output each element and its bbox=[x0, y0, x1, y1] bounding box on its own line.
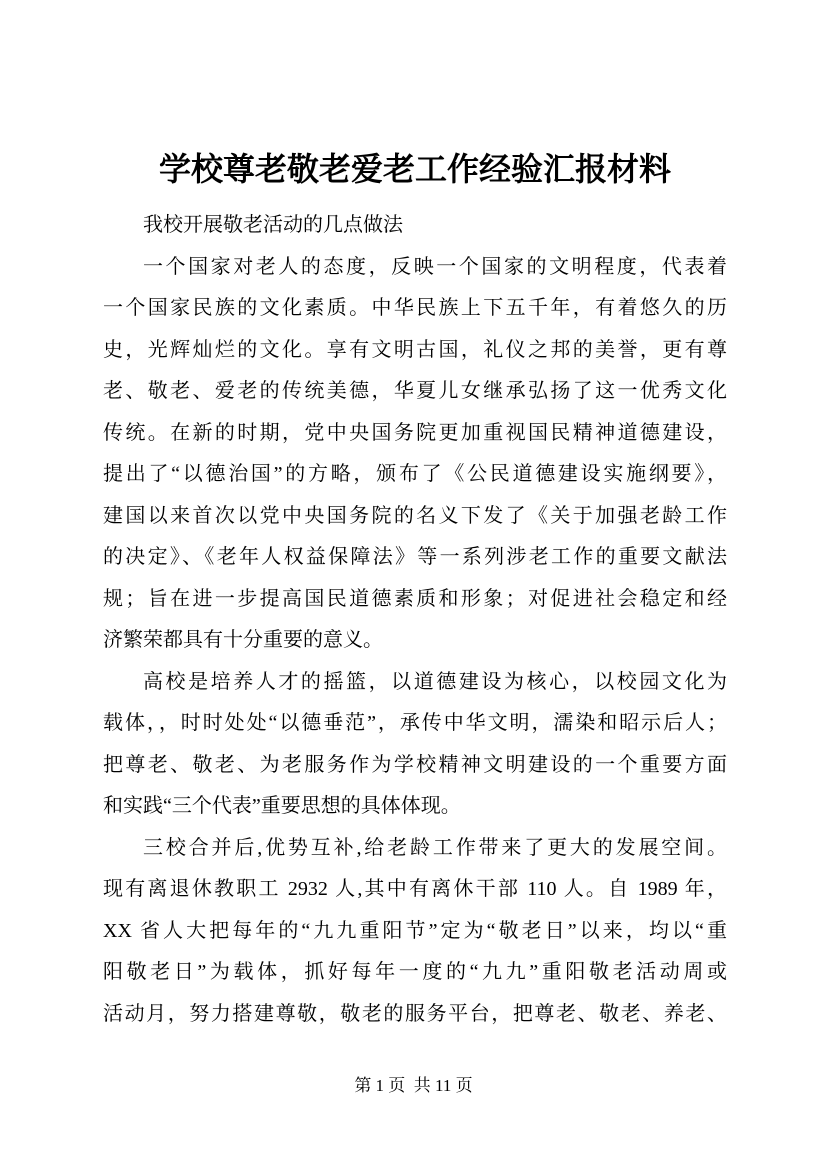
paragraph bbox=[103, 828, 727, 1036]
page-footer bbox=[0, 1076, 827, 1096]
text-line: 建国以来首次以党中央国务院的名义下发了《关于加强老龄工作 bbox=[103, 504, 727, 527]
text-line: 把尊老、敬老、为老服务作为学校精神文明建设的一个重要方面 bbox=[103, 753, 727, 776]
text-line: 一个国家对老人的态度，反映一个国家的文明程度，代表着 bbox=[143, 255, 727, 278]
paragraph bbox=[103, 247, 727, 662]
text-line: 阳敬老日”为载体，抓好每年一度的“九九”重阳敬老活动周或 bbox=[103, 961, 727, 983]
page-title: 学校尊老敬老爱老工作经验汇报材料 bbox=[158, 151, 671, 187]
text-line: 一个国家民族的文化素质。中华民族上下五千年，有着悠久的历 bbox=[103, 297, 727, 319]
text-line: 活动月，努力搭建尊敬，敬老的服务平台，把尊老、敬老、养老、 bbox=[103, 1002, 727, 1025]
text-line: 和实践“三个代表”重要思想的具体体现。 bbox=[103, 795, 461, 817]
text-line: XX 省人大把每年的“九九重阳节”定为“敬老日”以来，均以“重 bbox=[103, 919, 727, 942]
text-line: 老、敬老、爱老的传统美德，华夏儿女继承弘扬了这一优秀文化 bbox=[103, 380, 727, 402]
text-line: 提出了“以德治国”的方略，颁布了《公民道德建设实施纲要》， bbox=[103, 463, 727, 485]
text-line: 史，光辉灿烂的文化。享有文明古国，礼仪之邦的美誉，更有尊 bbox=[103, 338, 727, 361]
text-line: 高校是培养人才的摇篮，以道德建设为核心，以校园文化为 bbox=[143, 670, 727, 693]
paragraph bbox=[103, 662, 727, 828]
text-line: 传统。在新的时期，党中央国务院更加重视国民精神道德建设， bbox=[103, 421, 727, 444]
page-number: 第 1 页 共 11 页 bbox=[354, 1076, 473, 1095]
text-line: 载体，，时时处处“以德垂范”，承传中华文明，濡染和昭示后人； bbox=[103, 712, 727, 734]
document-page bbox=[103, 145, 727, 1035]
text-line: 现有离退休教职工 2932 人,其中有离休干部 110 人。自 1989 年， bbox=[103, 878, 727, 900]
document-body bbox=[103, 247, 727, 1036]
text-line: 济繁荣都具有十分重要的意义。 bbox=[103, 629, 383, 651]
subtitle: 我校开展敬老活动的几点做法 bbox=[143, 214, 403, 236]
text-line: 三校合并后,优势互补,给老龄工作带来了更大的发展空间。 bbox=[143, 836, 727, 859]
text-line: 规；旨在进一步提高国民道德素质和形象；对促进社会稳定和经 bbox=[103, 587, 727, 610]
text-line: 的决定》、《老年人权益保障法》等一系列涉老工作的重要文献法 bbox=[103, 546, 727, 568]
